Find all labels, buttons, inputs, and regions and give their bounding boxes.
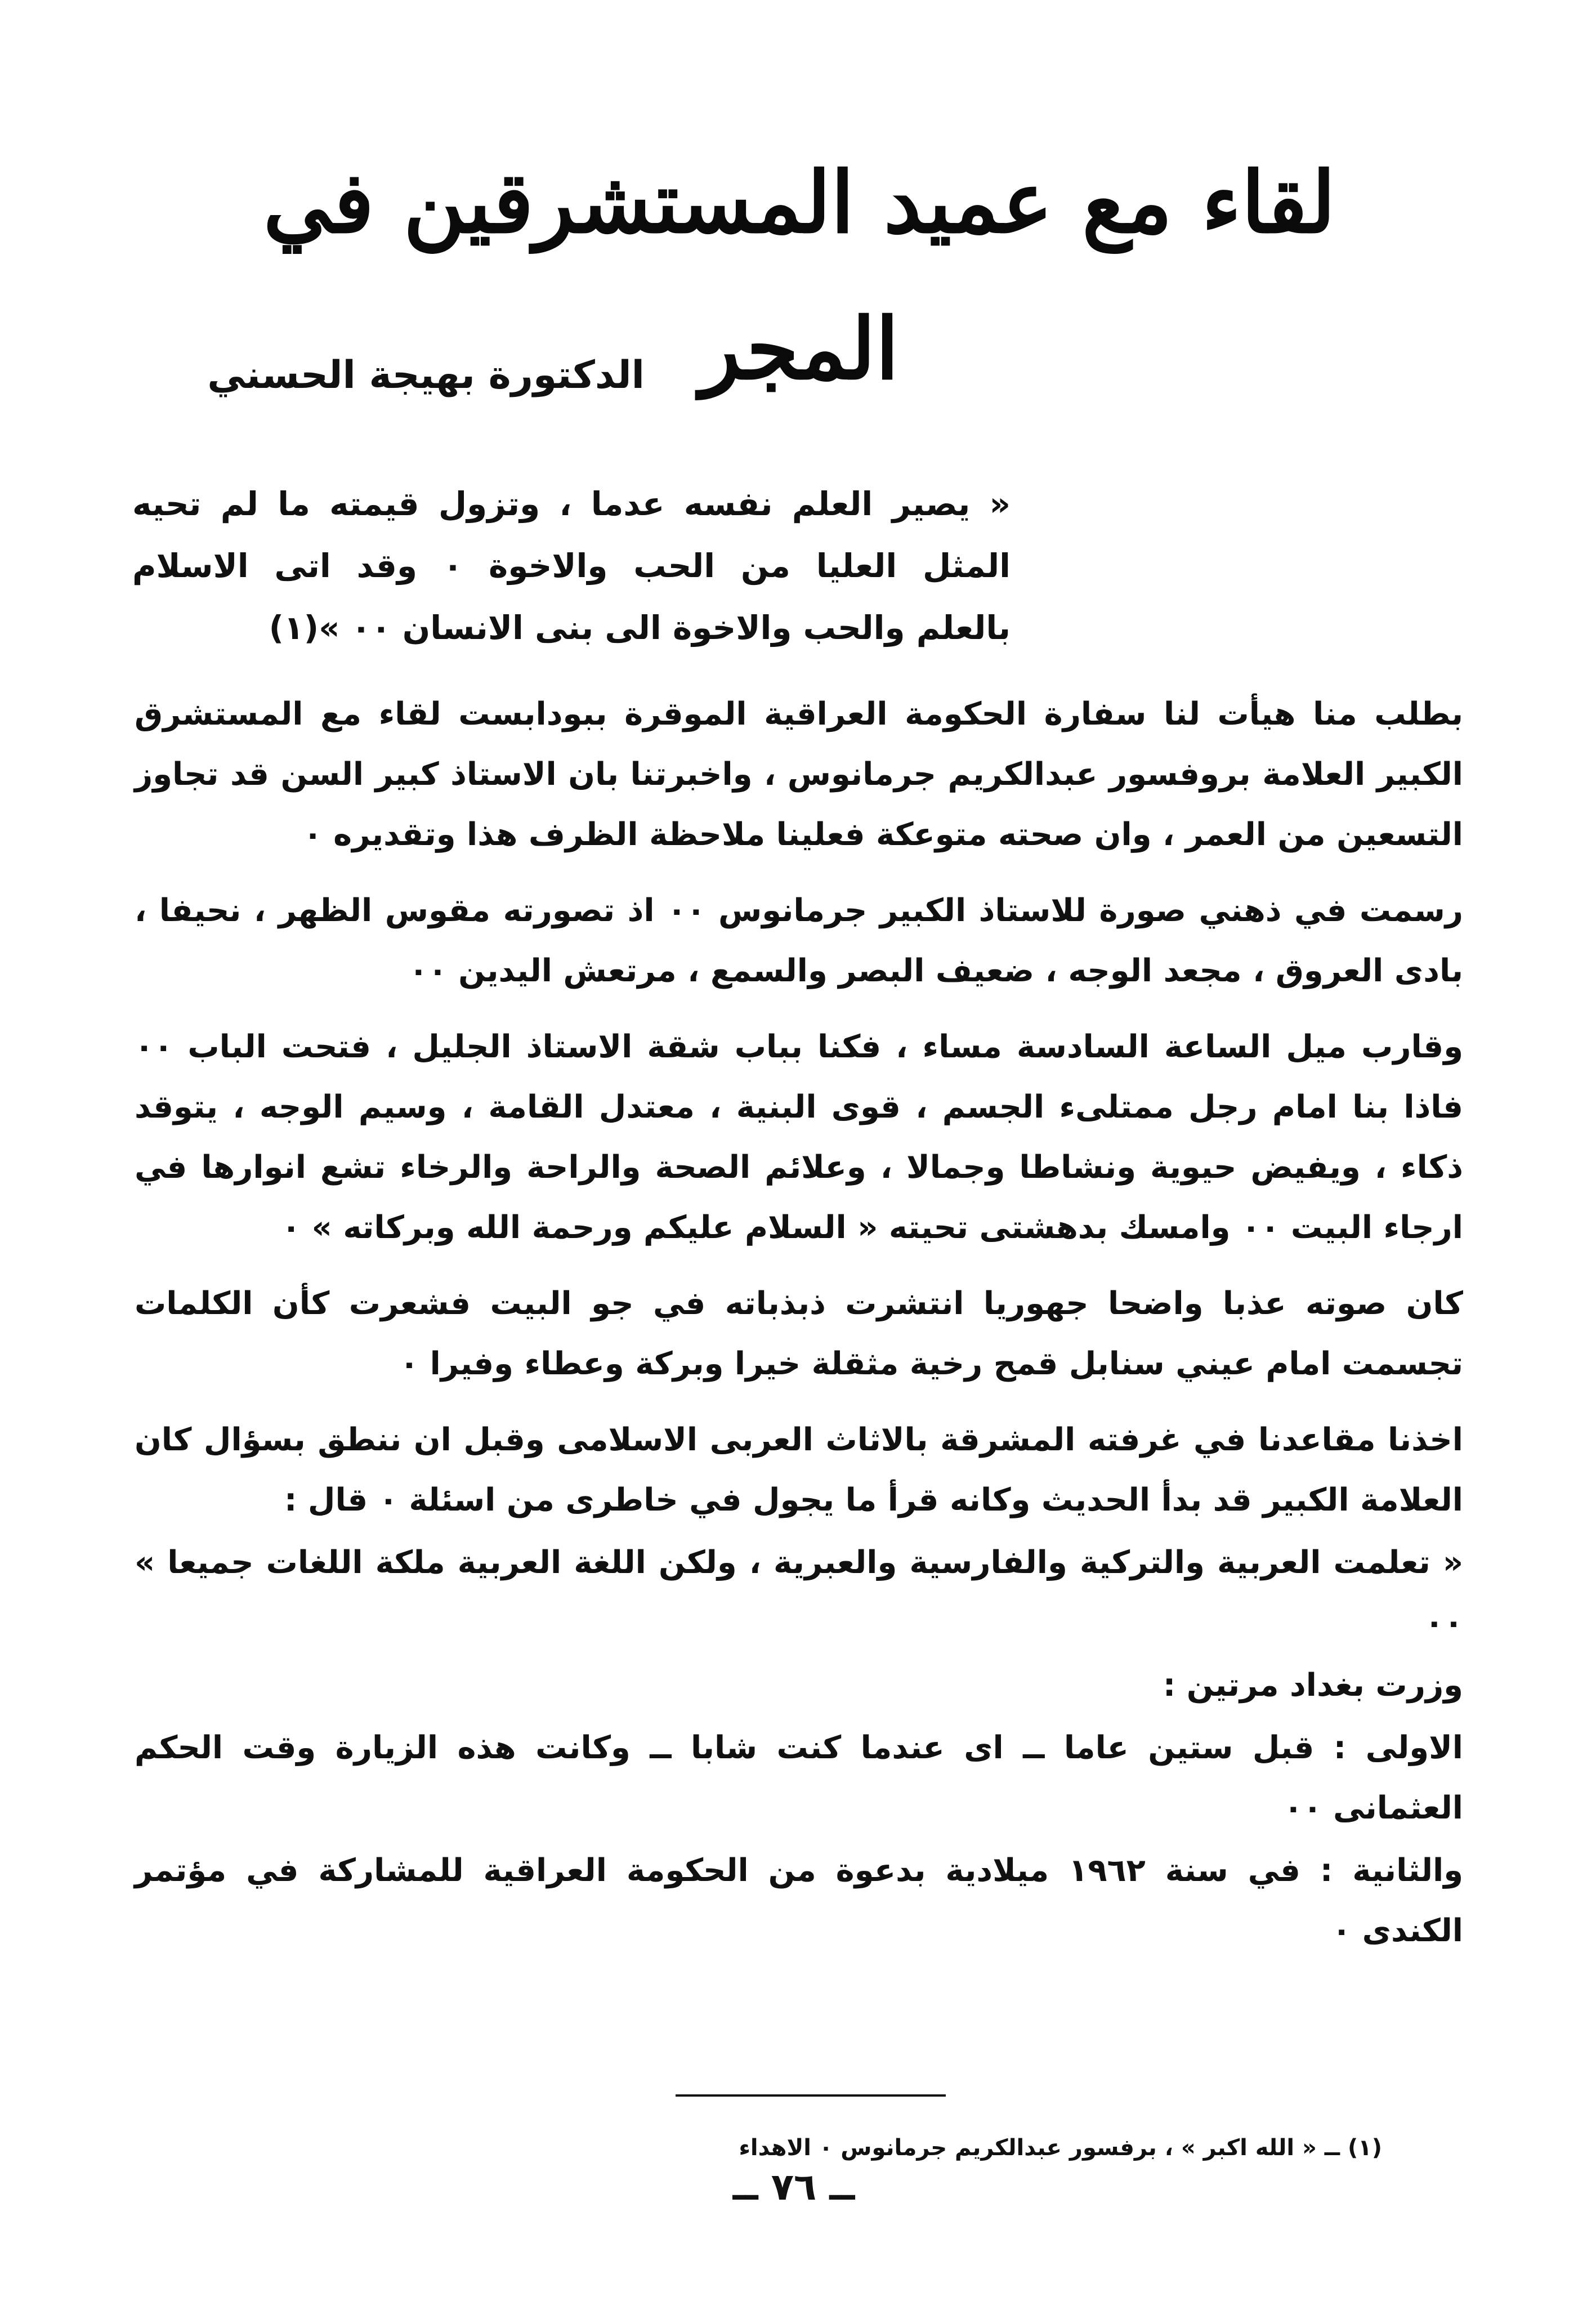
paragraph: بطلب منا هيأت لنا سفارة الحكومة العراقية الموقرة ببودابست لقاء مع المستشرق الكبير العلامة بروفسور عبدالكريم جرمانوس ، واخبرتنا بان الاستاذ كبير السن قد تجاوز التسعين من العمر ، وان صحته متوعكة فعلينا ملاحظة الظرف هذا وتقديره ٠ [135, 696, 1463, 853]
paragraph: « تعلمت العربية والتركية والفارسية والعبرية ، ولكن اللغة العربية ملكة اللغات جميعا » ٠٠ [135, 1544, 1463, 1641]
paragraph: اخذنا مقاعدنا في غرفته المشرقة بالاثاث العربى الاسلامى وقبل ان ننطق بسؤال كان العلامة الكبير قد بدأ الحديث وكانه قرأ ما يجول في خاطرى من اسئلة ٠ قال : [135, 1422, 1463, 1518]
quote-line: بالعلم والحب والاخوة الى بنى الانسان ٠٠ »(١) [269, 609, 1011, 647]
quote-line: « يصير العلم نفسه عدما ، وتزول قيمته ما لم تحيه [132, 485, 1011, 523]
author-name: الدكتورة بهيجة الحسني [207, 353, 645, 397]
epigraph-quote [132, 473, 1011, 659]
paragraph: والثانية : في سنة ١٩٦٢ ميلادية بدعوة من الحكومة العراقية للمشاركة في مؤتمر الكندى ٠ [135, 1852, 1463, 1949]
paragraph: كان صوته عذبا واضحا جهوريا انتشرت ذبذباته في جو البيت فشعرت كأن الكلمات تجسمت امام عيني سنابل قمح رخية مثقلة خيرا وبركة وعطاء وفيرا ٠ [135, 1285, 1463, 1382]
paragraph: وزرت بغداد مرتين : [1163, 1667, 1463, 1704]
article-title: لقاء مع عميد المستشرقين في المجر [263, 153, 1336, 399]
article-body [135, 684, 1463, 1963]
paragraph: رسمت في ذهني صورة للاستاذ الكبير جرمانوس ٠٠ اذ تصورته مقوس الظهر ، نحيفا ، بادى العروق ، مجعد الوجه ، ضعيف البصر والسمع ، مرتعش اليدين ٠٠ [135, 892, 1464, 989]
page-number: ــ ٧٦ ــ [732, 2165, 855, 2209]
paragraph: الاولى : قبل ستين عاما ــ اى عندما كنت شابا ــ وكانت هذه الزيارة وقت الحكم العثمانى ٠٠ [135, 1730, 1463, 1826]
footnote-divider [676, 2094, 946, 2097]
footnote: (١) ــ « الله اكبر » ، برفسور عبدالكريم جرمانوس ٠ الاهداء [739, 2135, 1382, 2161]
paragraph: وقارب ميل الساعة السادسة مساء ، فكنا بباب شقة الاستاذ الجليل ، فتحت الباب ٠٠ فاذا بنا امام رجل ممتلىء الجسم ، قوى البنية ، معتدل القامة ، وسيم الوجه ، يتوقد ذكاء ، ويفيض حيوية ونشاطا وجمالا ، وعلائم الصحة والراحة والرخاء تشع انوارها في ارجاء البيت ٠٠ وامسك بدهشتى تحيته « السلام عليكم ورحمة الله وبركاته » ٠ [135, 1029, 1463, 1246]
quote-line: المثل العليا من الحب والاخوة ٠ وقد اتى الاسلام [132, 547, 1011, 585]
